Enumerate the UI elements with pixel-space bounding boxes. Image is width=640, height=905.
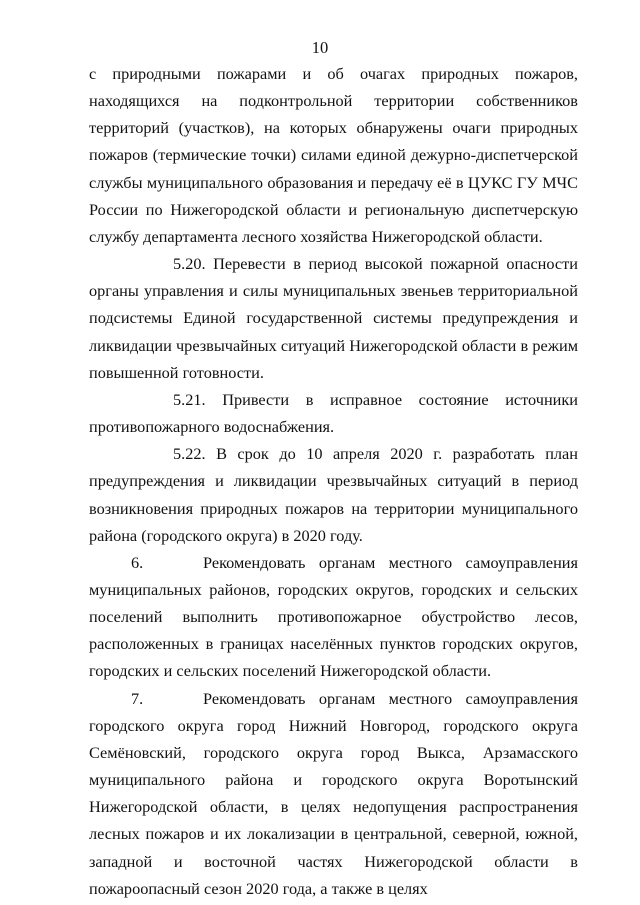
document-body [89, 60, 578, 902]
paragraph-text: с природными пожарами и об очагах природных пожаров, находящихся на подконтрольной территории собственников территорий (участков), на которых обнаружены очаги природных пожаров (термические точки) силами единой дежурно-диспетчерской службы муниципального образования и передачу её в ЦУКС ГУ МЧС России по Нижегородской области и региональную диспетчерскую службу департамента лесного хозяйства Нижегородской области. [89, 64, 578, 246]
paragraph-text: В срок до 10 апреля 2020 г. разработать план предупреждения и ликвидации чрезвычайных ситуаций в период возникновения природных пожаров на территории муниципального района (городского округа) в 2020 году. [89, 444, 578, 545]
paragraph-5-22 [89, 440, 578, 549]
paragraph-text: Рекомендовать органам местного самоуправления муниципальных районов, городских округов, городских и сельских поселений выполнить противопожарное обустройство лесов, расположенных в границах населённых пунктов городских округов, городских и сельских поселений Нижегородской области. [89, 552, 578, 681]
paragraph-number: 5.20. [173, 254, 206, 274]
paragraph-number: 6. [131, 552, 144, 572]
paragraph-number: 5.22. [173, 444, 206, 464]
paragraph-7 [89, 685, 578, 902]
page-number: 10 [311, 38, 329, 57]
paragraph-text: Привести в исправное состояние источники противопожарного водоснабжения. [89, 389, 578, 437]
paragraph-number: 7. [131, 688, 144, 708]
paragraph-continuation [89, 60, 578, 250]
paragraph-number: 5.21. [173, 389, 206, 409]
paragraph-5-20 [89, 250, 578, 386]
paragraph-text: Перевести в период высокой пожарной опасности органы управления и силы муниципальных звеньев территориальной подсистемы Единой государственной системы предупреждения и ликвидации чрезвычайных ситуаций Нижегородской области в режим повышенной готовности. [89, 254, 578, 382]
paragraph-text: Рекомендовать органам местного самоуправления городского округа город Нижний Новгород, городского округа Семёновский, городского округа город Выкса, Арзамасского муниципального района и городского округа Воротынский Нижегородской области, в целях недопущения распространения лесных пожаров и их локализации в центральной, северной, южной, западной и восточной частях Нижегородской области в пожароопасный сезон 2020 года, а также в целях [89, 688, 578, 898]
paragraph-6 [89, 549, 578, 685]
paragraph-5-21 [89, 386, 578, 440]
